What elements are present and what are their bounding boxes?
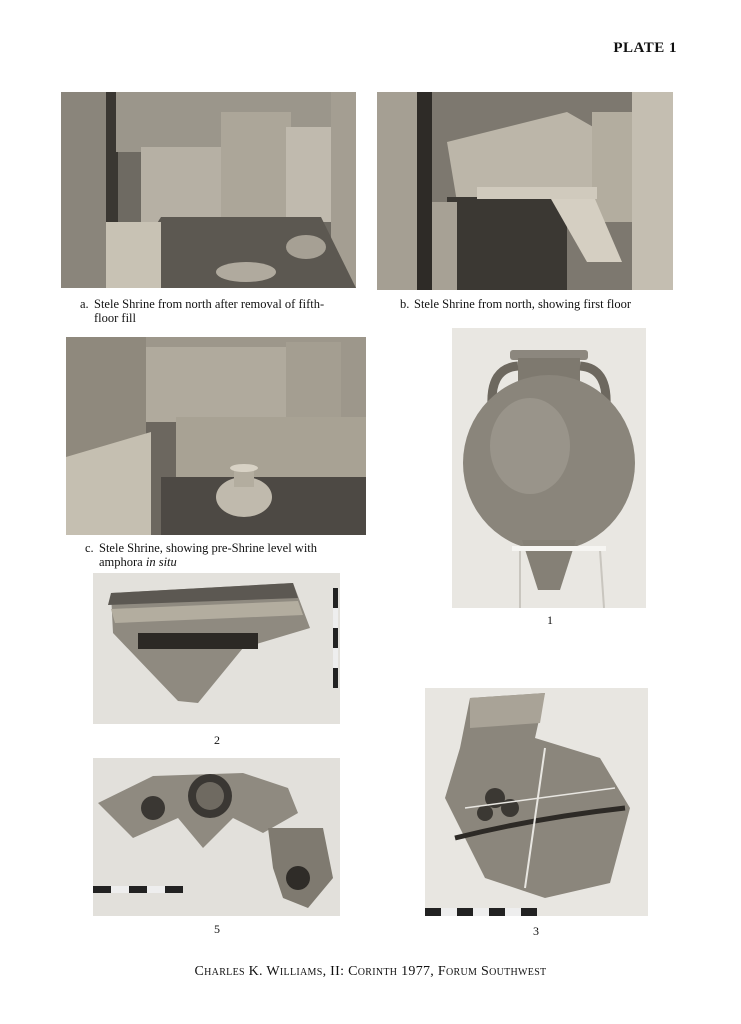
footer-citation: Charles K. Williams, II: Corinth 1977, Forum Southwest: [194, 964, 547, 979]
photo-3-sherd-fragments: [425, 688, 648, 916]
photo-5-painted-fragments: [93, 758, 340, 916]
caption-a-line2: floor fill: [94, 311, 137, 325]
caption-a: [80, 297, 360, 325]
caption-a-letter: a.: [80, 297, 89, 311]
photo-1-amphora: [452, 328, 646, 608]
figure-number-5: 5: [214, 922, 220, 936]
caption-b: [400, 297, 680, 311]
caption-c-letter: c.: [85, 541, 94, 555]
photo-c-pre-shrine-amphora: [66, 337, 366, 535]
plate-label: PLATE 1: [613, 40, 677, 56]
caption-c: [85, 541, 385, 569]
caption-b-letter: b.: [400, 297, 410, 311]
caption-b-text: Stele Shrine from north, showing first floor: [414, 297, 631, 311]
figure-number-3: 3: [533, 924, 539, 938]
caption-c-line2-italic: in situ: [145, 555, 177, 569]
photo-b-stele-shrine-first-floor: [377, 92, 673, 290]
caption-a-line1: Stele Shrine from north after removal of fifth-: [94, 297, 325, 311]
caption-c-line2-prefix: amphora: [99, 555, 146, 569]
figure-number-2: 2: [214, 733, 220, 747]
caption-c-line1: Stele Shrine, showing pre-Shrine level with: [99, 541, 318, 555]
photo-2-sherd: [93, 573, 340, 724]
photo-a-stele-shrine-north: [61, 92, 356, 288]
figure-number-1: 1: [547, 613, 553, 627]
